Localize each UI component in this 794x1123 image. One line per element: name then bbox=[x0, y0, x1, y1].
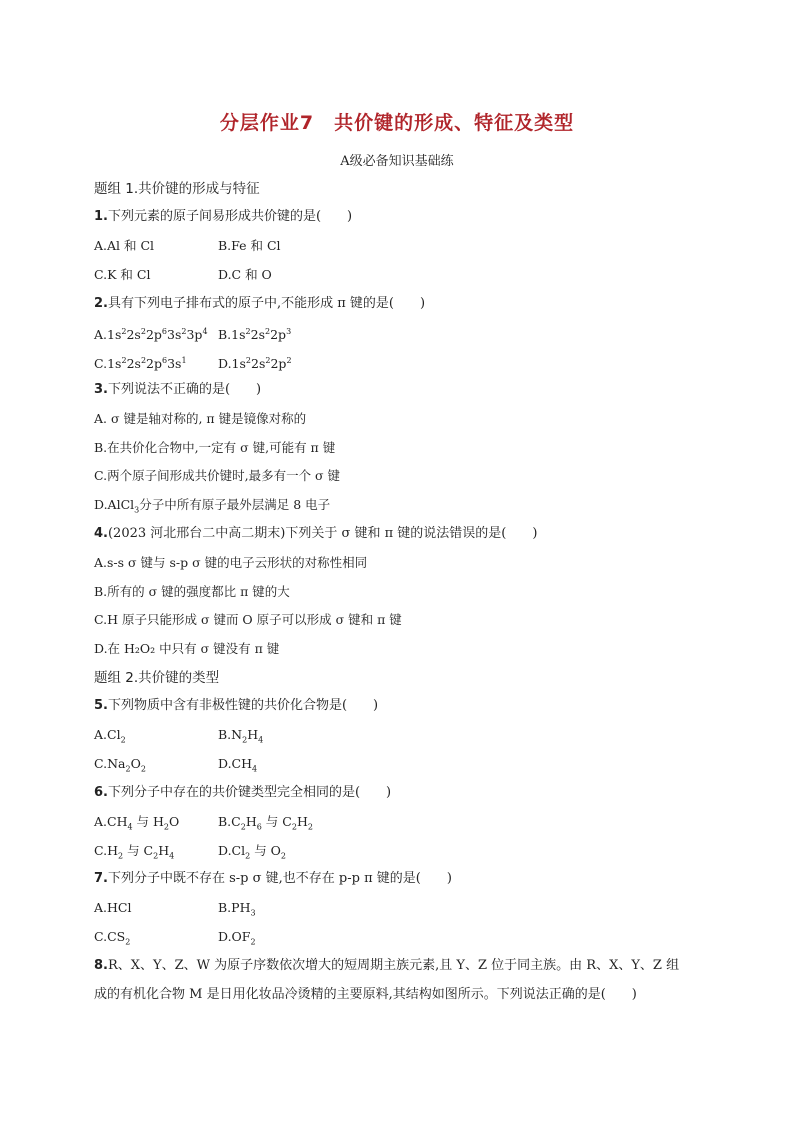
page-subtitle: A级必备知识基础练 bbox=[340, 154, 454, 169]
q6-option-d: $D.Cl_2$ 与 $O_2$ bbox=[218, 843, 287, 861]
q5-option-a: $A.Cl_2$ bbox=[94, 727, 126, 745]
q3-option-c: C.两个原子间形成共价键时,最多有一个 σ 键 bbox=[94, 468, 341, 483]
q1-option-a: A.Al 和 Cl bbox=[94, 238, 155, 253]
question-7: 7.下列分子中既不存在 s-p σ 键,也不存在 p-p π 键的是( ) bbox=[94, 871, 452, 886]
question-5: 5.下列物质中含有非极性键的共价化合物是( ) bbox=[94, 698, 379, 713]
q7-option-d: $D.OF_2$ bbox=[218, 929, 256, 947]
question-8-cont: 成的有机化合物 M 是日用化妆品冷烫精的主要原料,其结构如图所示。下列说法正确的是( ) bbox=[94, 987, 637, 1002]
q3-option-b: B.在共价化合物中,一定有 σ 键,可能有 π 键 bbox=[94, 440, 336, 455]
question-4: 4.(2023 河北邢台二中高二期末)下列关于 σ 键和 π 键的说法错误的是( ) bbox=[94, 526, 538, 541]
question-1: 1.下列元素的原子间易形成共价键的是( ) bbox=[94, 209, 353, 224]
question-8: 8.R、X、Y、Z、W 为原子序数依次增大的短周期主族元素,且 Y、Z 位于同主族。由 R、X、Y、Z 组 bbox=[94, 958, 680, 973]
group-2-heading: 题组 2.共价键的类型 bbox=[94, 670, 220, 686]
q7-option-a: A.HCl bbox=[94, 900, 132, 915]
q3-option-d: D.AlCl$_3$分子中所有原子最外层满足 8 电子 bbox=[94, 497, 331, 515]
question-2: 2.具有下列电子排布式的原子中,不能形成 π 键的是( ) bbox=[94, 296, 426, 311]
q5-option-b: $B.N_2H_4$ bbox=[218, 727, 264, 745]
q6-option-b: $B.C_2H_6$ 与 $C_2H_2$ bbox=[218, 814, 313, 832]
question-6: 6.下列分子中存在的共价键类型完全相同的是( ) bbox=[94, 785, 392, 800]
q1-option-b: B.Fe 和 Cl bbox=[218, 238, 281, 253]
page-title: 分层作业7 共价键的形成、特征及类型 bbox=[219, 112, 575, 134]
q4-option-a: A.s-s σ 键与 s-p σ 键的电子云形状的对称性相同 bbox=[94, 555, 368, 570]
q2-option-c: $C.1s^22s^22p^63s^1$ bbox=[94, 356, 187, 372]
q5-option-d: $D.CH_4$ bbox=[218, 756, 258, 774]
q7-option-c: $C.CS_2$ bbox=[94, 929, 131, 947]
q6-option-a: $A.CH_4$ 与 $H_2O$ bbox=[94, 814, 180, 832]
q2-option-d: $D.1s^22s^22p^2$ bbox=[218, 356, 292, 372]
q7-option-b: $B.PH_3$ bbox=[218, 900, 256, 918]
q2-option-b: $B.1s^22s^22p^3$ bbox=[218, 327, 292, 343]
q3-option-a: A. σ 键是轴对称的, π 键是镜像对称的 bbox=[94, 411, 307, 426]
question-3: 3.下列说法不正确的是( ) bbox=[94, 382, 262, 397]
q6-option-c: $C.H_2$ 与 $C_2H_4$ bbox=[94, 843, 175, 861]
q4-option-c: C.H 原子只能形成 σ 键而 O 原子可以形成 σ 键和 π 键 bbox=[94, 612, 402, 627]
q4-option-d: D.在 H₂O₂ 中只有 σ 键没有 π 键 bbox=[94, 641, 280, 656]
q2-option-a: $A.1s^22s^22p^63s^23p^4$ bbox=[94, 327, 208, 343]
q1-option-d: D.C 和 O bbox=[218, 267, 272, 282]
q4-option-b: B.所有的 σ 键的强度都比 π 键的大 bbox=[94, 584, 290, 599]
group-1-heading: 题组 1.共价键的形成与特征 bbox=[94, 181, 260, 197]
q1-option-c: C.K 和 Cl bbox=[94, 267, 151, 282]
q5-option-c: $C.Na_2O_2$ bbox=[94, 756, 146, 774]
